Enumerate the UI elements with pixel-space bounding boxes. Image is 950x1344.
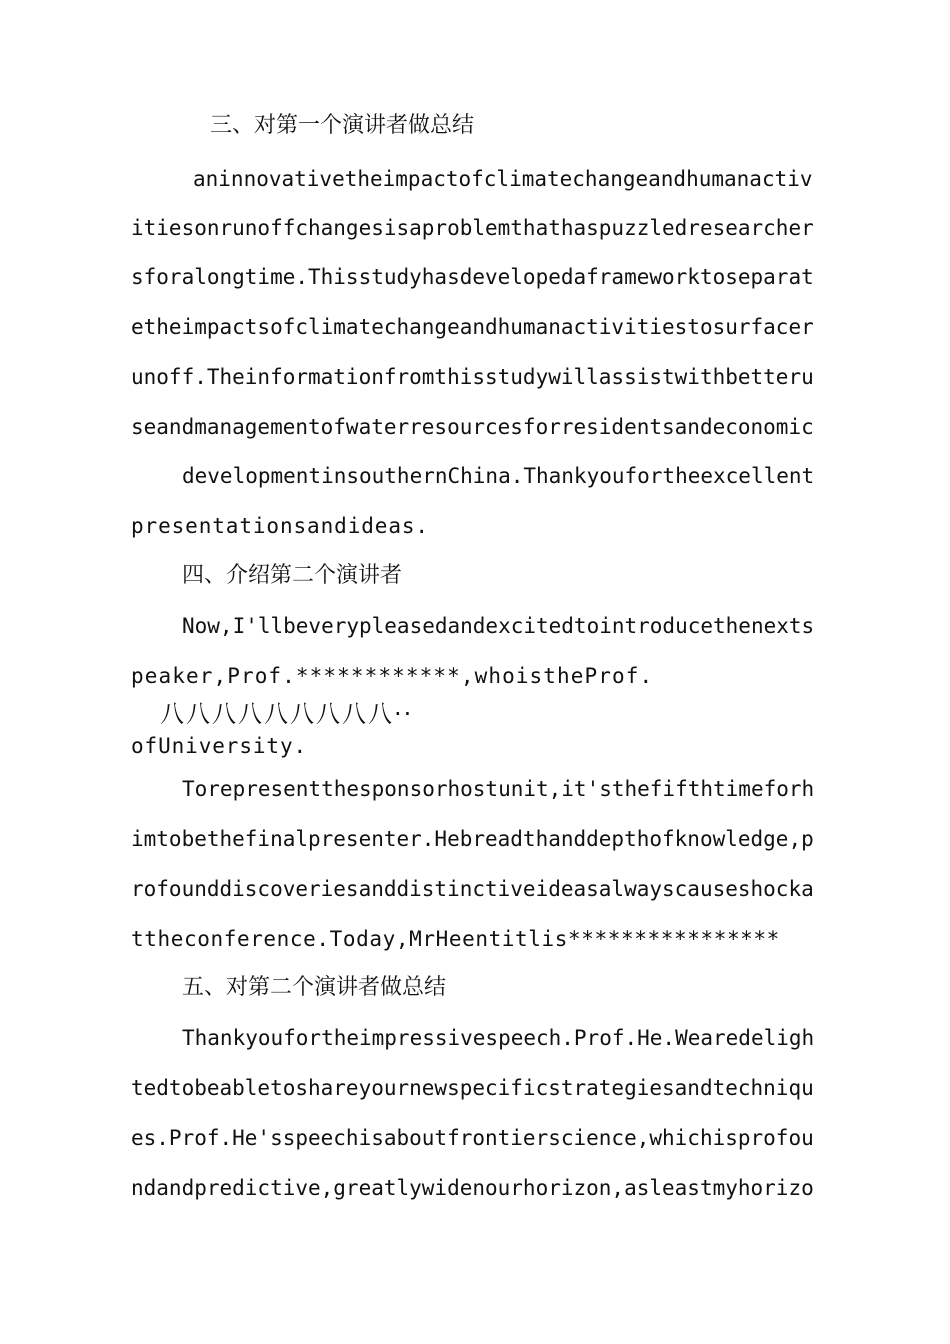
paragraph-line: unoff.Theinformationfromthisstudywillassistwithbetteru: [131, 365, 814, 389]
paragraph-line: developmentinsouthernChina.Thankyoufortheexcellent: [182, 464, 815, 488]
paragraph-line: ofUniversity.: [131, 734, 308, 758]
section-heading-3: 三、对第一个演讲者做总结: [210, 113, 475, 138]
paragraph-line: etheimpactsofclimatechangeandhumanactivitiestosurfacer: [131, 315, 814, 339]
paragraph-line: presentationsandideas.: [131, 514, 429, 538]
paragraph-line: peaker,Prof.************,whoistheProf.: [131, 664, 654, 688]
section-heading-4: 四、介绍第二个演讲者: [182, 563, 403, 588]
paragraph-line: aninnovativetheimpactofclimatechangeandhumanactiv: [193, 167, 813, 191]
paragraph-line: imtobethefinalpresenter.Hebreadthanddepthofknowledge,p: [131, 827, 814, 851]
paragraph-line: es.Prof.He'sspeechisaboutfrontierscience,whichisprofou: [131, 1126, 814, 1150]
paragraph-line: rofounddiscoveriesanddistinctiveideasalwayscauseshocka: [131, 877, 814, 901]
paragraph-line: Now,I'llbeverypleasedandexcitedtointroducethenexts: [182, 614, 815, 638]
garbled-glyph-line: 八八八八八八八八八··: [160, 700, 414, 728]
paragraph-line: sforalongtime.Thisstudyhasdevelopedaframeworktoseparat: [131, 265, 814, 289]
paragraph-line: Torepresentthesponsorhostunit,it'sthefifthtimeforh: [182, 777, 815, 801]
paragraph-line: Thankyoufortheimpressivespeech.Prof.He.Wearedeligh: [182, 1026, 815, 1050]
paragraph-line: ttheconference.Today,MrHeentitlis****************: [131, 927, 780, 951]
paragraph-line: tedtobeabletoshareyournewspecificstrategiesandtechniqu: [131, 1076, 814, 1100]
paragraph-line: itiesonrunoffchangesisaproblemthathaspuzzledresearcher: [131, 216, 814, 240]
paragraph-line: ndandpredictive,greatlywidenourhorizon,asleastmyhorizo: [131, 1176, 814, 1200]
paragraph-line: seandmanagementofwaterresourcesforresidentsandeconomic: [131, 415, 814, 439]
section-heading-5: 五、对第二个演讲者做总结: [182, 975, 447, 1000]
